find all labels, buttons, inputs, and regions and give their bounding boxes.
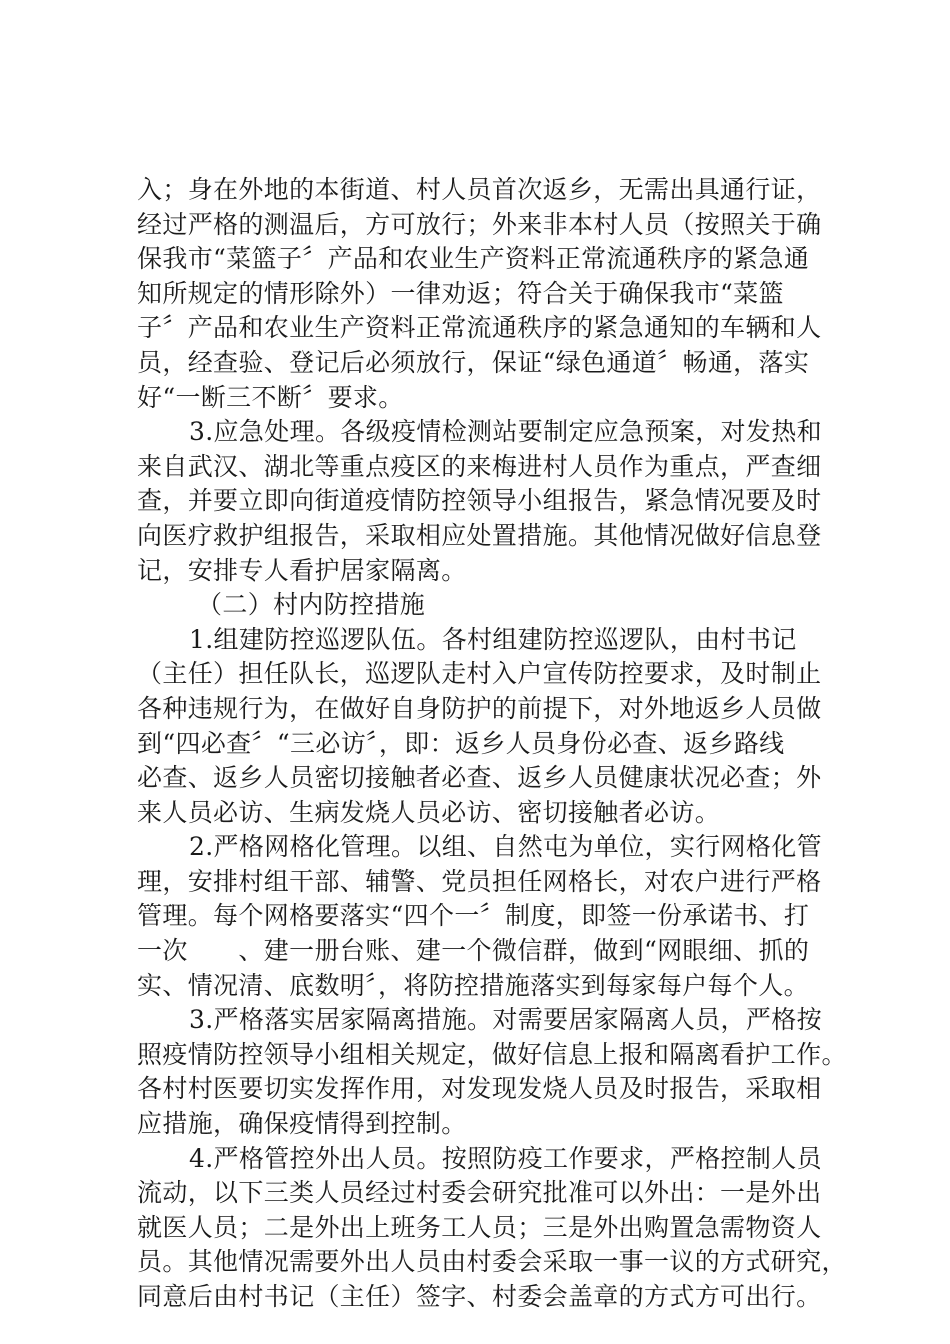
text-line: 应措施，确保疫情得到控制。 xyxy=(137,1109,467,1139)
text-line: 照疫情防控领导小组相关规定，做好信息上报和隔离看护工作。 xyxy=(137,1039,847,1069)
text-line: 经过严格的测温后，方可放行；外来非本村人员（按照关于确 xyxy=(137,209,822,239)
text-line: 查，并要立即向街道疫情防控领导小组报告，紧急情况要及时 xyxy=(137,486,822,516)
section-heading: （二）村内防控措施 xyxy=(197,590,426,620)
text-line: 各种违规行为，在做好自身防护的前提下，对外地返乡人员做 xyxy=(137,693,822,723)
text-line: 员。其他情况需要外出人员由村委会采取一事一议的方式研究， xyxy=(137,1247,847,1277)
paragraph-start-line: 2.严格网格化管理。以组、自然屯为单位，实行网格化管 xyxy=(189,832,822,862)
text-line: 保我市“菜篮子〞产品和农业生产资料正常流通秩序的紧急通 xyxy=(137,244,810,274)
text-line: 流动，以下三类人员经过村委会研究批准可以外出：一是外出 xyxy=(137,1178,822,1208)
text-line: 员，经查验、登记后必须放行，保证“绿色通道〞畅通，落实 xyxy=(137,347,810,377)
text-line: 子〞产品和农业生产资料正常流通秩序的紧急通知的车辆和人 xyxy=(137,313,822,343)
paragraph-start-line: 3.严格落实居家隔离措施。对需要居家隔离人员，严格按 xyxy=(189,1005,822,1035)
text-line: 入；身在外地的本街道、村人员首次返乡，无需出具通行证， xyxy=(137,175,822,204)
text-line: 记，安排专人看护居家隔离。 xyxy=(137,555,467,585)
text-line: 一次 、建一册台账、建一个微信群，做到“网眼细、抓的 xyxy=(137,936,810,966)
text-line: 同意后由村书记（主任）签字、村委会盖章的方式方可出行。 xyxy=(137,1282,822,1311)
text-line: 知所规定的情形除外）一律劝返；符合关于确保我市“菜篮 xyxy=(137,278,784,308)
text-line: 来自武汉、湖北等重点疫区的来梅进村人员作为重点，严查细 xyxy=(137,451,822,481)
text-line: 就医人员；二是外出上班务工人员；三是外出购置急需物资人 xyxy=(137,1212,822,1242)
text-line: 管理。每个网格要落实“四个一〞制度，即签一份承诺书、打 xyxy=(137,901,810,931)
paragraph-start-line: 1.组建防控巡逻队伍。各村组建防控巡逻队，由村书记 xyxy=(189,624,797,654)
text-line: 来人员必访、生病发烧人员必访、密切接触者必访。 xyxy=(137,797,721,827)
text-line: 必查、返乡人员密切接触者必查、返乡人员健康状况必查；外 xyxy=(137,763,822,793)
paragraph-start-line: 4.严格管控外出人员。按照防疫工作要求，严格控制人员 xyxy=(189,1143,822,1173)
paragraph-start-line: 3.应急处理。各级疫情检测站要制定应急预案，对发热和 xyxy=(189,417,822,447)
text-line: 各村村医要切实发挥作用，对发现发烧人员及时报告，采取相 xyxy=(137,1074,822,1104)
text-line: 好“一断三不断〞要求。 xyxy=(137,382,404,412)
text-line: 向医疗救护组报告，采取相应处置措施。其他情况做好信息登 xyxy=(137,520,822,550)
text-line: 到“四必查〞“三必访〞，即：返乡人员身份必查、返乡路线 xyxy=(137,728,785,758)
document-body xyxy=(137,173,847,1315)
text-line: 实、情况清、底数明〞，将防控措施落实到每家每户每个人。 xyxy=(137,970,809,1000)
text-line: 理，安排村组干部、辅警、党员担任网格长，对农户进行严格 xyxy=(137,866,822,896)
text-line: （主任）担任队长，巡逻队走村入户宣传防控要求，及时制止 xyxy=(137,659,822,689)
